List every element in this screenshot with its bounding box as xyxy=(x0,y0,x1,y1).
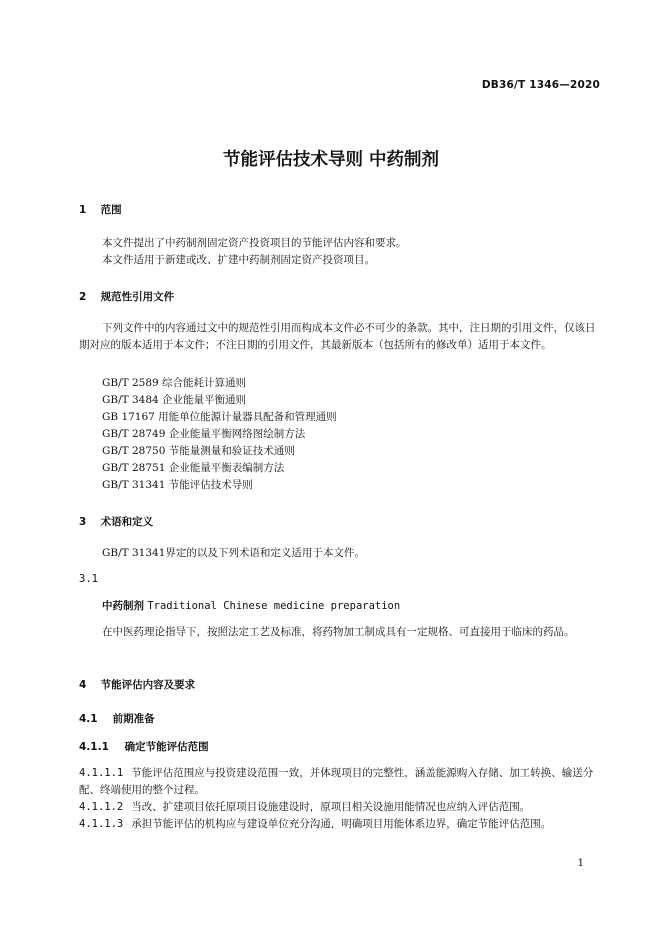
clause-4-1-1-2 xyxy=(79,799,599,816)
clause-text: 节能评估范围应与投资建设范围一致，并体现项目的完整性，涵盖能源购入存储、加工转换、输送分配、终端使用的整个过程。 xyxy=(79,767,594,796)
subsection-title: 前期准备 xyxy=(112,713,155,725)
document-title: 节能评估技术导则 中药制剂 xyxy=(222,150,440,170)
subsection-number: 4.1 xyxy=(79,713,98,725)
reference-item: GB/T 28750 节能量测量和验证技术通则 xyxy=(102,445,295,457)
paragraph xyxy=(79,320,599,354)
reference-item: GB/T 31341 节能评估技术导则 xyxy=(102,479,253,491)
reference-item: GB/T 3484 企业能量平衡通则 xyxy=(102,394,247,406)
section-title: 术语和定义 xyxy=(100,516,154,528)
section-1-heading xyxy=(79,202,122,217)
clause-number: 4.1.1.3 xyxy=(79,818,124,830)
subsection-4-1-1-heading xyxy=(79,739,209,754)
clause-text: 承担节能评估的机构应与建设单位充分沟通，明确项目用能体系边界，确定节能评估范围。 xyxy=(131,818,552,830)
clause-number: 4.1.1.2 xyxy=(79,801,124,813)
clause-4-1-1-3 xyxy=(79,816,599,833)
paragraph: GB/T 31341界定的以及下列术语和定义适用于本文件。 xyxy=(102,547,365,559)
term-english: Traditional Chinese medicine preparation xyxy=(147,600,401,612)
term-chinese: 中药制剂 xyxy=(102,600,144,612)
section-number: 3 xyxy=(79,516,87,528)
reference-item: GB/T 28751 企业能量平衡表编制方法 xyxy=(102,462,285,474)
term-definition xyxy=(79,624,599,641)
paragraph: 本文件提出了中药制剂固定资产投资项目的节能评估内容和要求。 xyxy=(102,237,407,249)
subsection-number: 4.1.1 xyxy=(79,741,109,753)
subsection-title: 确定节能评估范围 xyxy=(124,741,209,753)
section-number: 1 xyxy=(79,204,87,216)
clause-number: 4.1.1.1 xyxy=(79,767,124,779)
page-number: 1 xyxy=(577,858,584,869)
paragraph: 本文件适用于新建或改、扩建中药制剂固定资产投资项目。 xyxy=(102,254,375,266)
clause-text: 当改、扩建项目依托原项目设施建设时，原项目相关设施用能情况也应纳入评估范围。 xyxy=(131,801,531,813)
subsection-4-1-heading xyxy=(79,711,155,726)
section-2-heading xyxy=(79,289,174,304)
reference-item: GB 17167 用能单位能源计量器具配备和管理通则 xyxy=(102,411,337,423)
section-title: 规范性引用文件 xyxy=(100,291,175,303)
term-entry xyxy=(102,598,400,613)
standard-code: DB36/T 1346—2020 xyxy=(481,79,600,91)
clause-4-1-1-1 xyxy=(79,765,599,799)
section-3-heading xyxy=(79,514,153,529)
section-4-heading xyxy=(79,677,195,692)
section-number: 2 xyxy=(79,291,87,303)
reference-item: GB/T 2589 综合能耗计算通则 xyxy=(102,377,247,389)
section-title: 范围 xyxy=(100,204,122,216)
term-number: 3.1 xyxy=(79,573,98,585)
reference-item: GB/T 28749 企业能量平衡网络图绘制方法 xyxy=(102,428,306,440)
section-title: 节能评估内容及要求 xyxy=(100,679,196,691)
paragraph-text: 下列文件中的内容通过文中的规范性引用而构成本文件必不可少的条款。其中，注日期的引用文件，仅该日期对应的版本适用于本文件；不注日期的引用文件，其最新版本（包括所有的修改单）适用于本文件。 xyxy=(79,322,596,351)
definition-text: 在中医药理论指导下，按照法定工艺及标准，将药物加工制成具有一定规格、可直接用于临床的药品。 xyxy=(102,626,575,638)
section-number: 4 xyxy=(79,679,87,691)
